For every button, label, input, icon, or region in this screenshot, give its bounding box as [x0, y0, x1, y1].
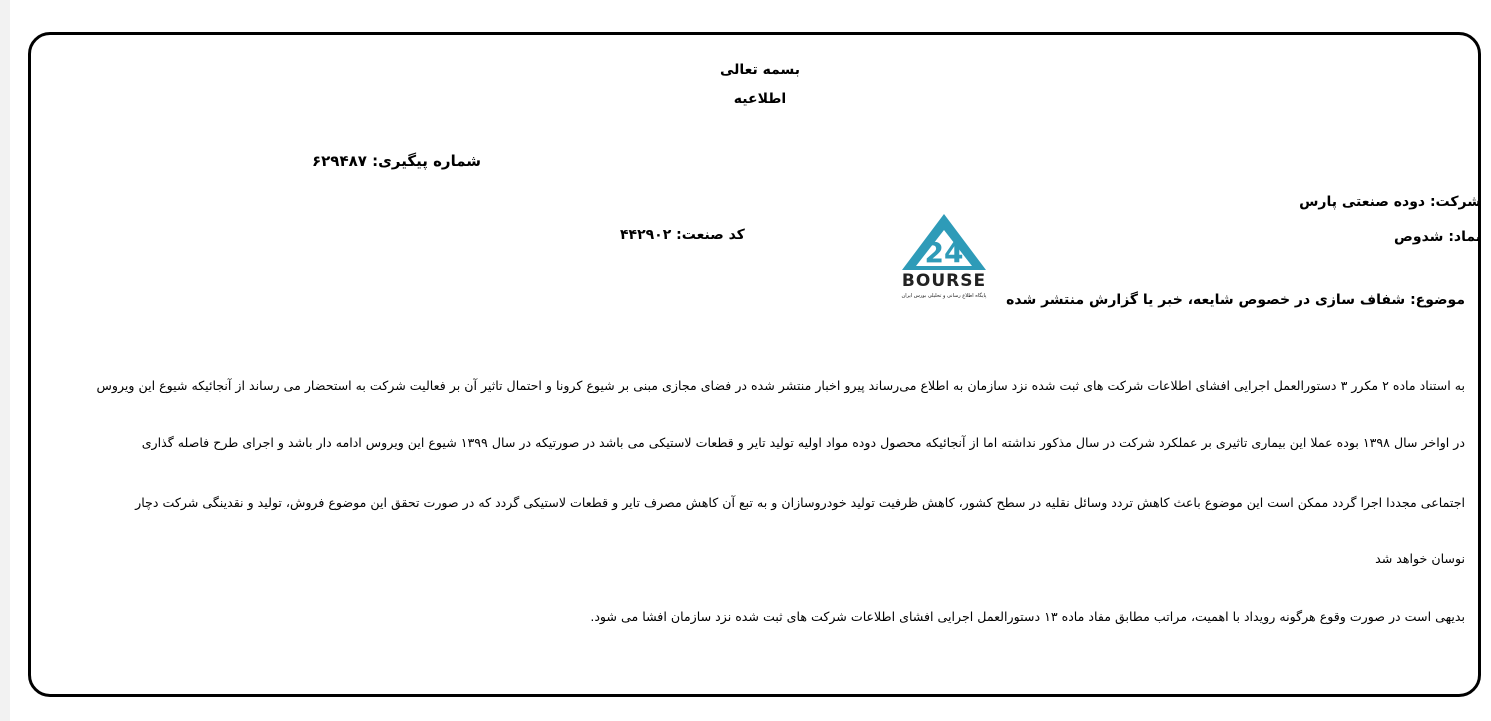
symbol-value: شدوص: [1394, 229, 1444, 245]
body-line-3: اجتماعی مجددا اجرا گردد ممکن است این موضوع باعث کاهش تردد وسائل نقلیه در سطح کشور، کاهش ظرفیت تولید خودروسازان و به تبع آن کاهش مصرف تایر و قطعات لاستیکی گردد که در صورت تحقق این موضوع فروش، تولید و نقدینگی شرکت دچار: [135, 495, 1465, 510]
announcement-title: اطلاعیه: [733, 91, 787, 107]
body-line-4: نوسان خواهد شد: [1375, 551, 1465, 566]
announcement-frame: [28, 32, 1481, 697]
subject-label: موضوع:: [1410, 292, 1465, 308]
left-margin-strip: [0, 0, 10, 721]
tracking-number: [312, 152, 481, 170]
closing-paragraph: بدیهی است در صورت وقوع هرگونه رویداد با اهمیت، مراتب مطابق مفاد ماده ۱۳ دستورالعمل اجرایی افشای اطلاعات شرکت های ثبت شده نزد سازمان افشا می شود.: [590, 609, 1465, 624]
subject-field: [1006, 292, 1465, 308]
industry-code-label: کد صنعت:: [676, 227, 745, 243]
company-value: دوده صنعتی پارس: [1299, 194, 1426, 210]
logo-tagline: پایگاه اطلاع رسانی و تحلیلی بورس ایران: [901, 293, 987, 299]
company-label: شرکت:: [1429, 194, 1481, 210]
symbol-label: نماد:: [1448, 229, 1481, 245]
tracking-number-value: ۶۲۹۴۸۷: [312, 152, 367, 170]
logo-number: 24: [924, 236, 964, 269]
body-line-2: در اواخر سال ۱۳۹۸ بوده عملا این بیماری تاثیری بر عملکرد شرکت در سال مذکور نداشته اما از آنجائیکه محصول دوده مواد اولیه تولید تایر و قطعات لاستیکی می باشد در صورتیکه در سال ۱۳۹۹ شیوع این ویروس ادامه دار باشد و اجرای طرح فاصله گذاری: [141, 435, 1465, 450]
symbol-field: [1394, 229, 1481, 245]
logo-wordmark: BOURSE: [901, 271, 987, 291]
invocation-heading: بسمه تعالی: [719, 62, 801, 78]
company-field: [1299, 194, 1481, 210]
subject-value: شفاف سازی در خصوص شایعه، خبر یا گزارش منتشر شده: [1006, 292, 1406, 308]
bourse24-logo-graphic: [886, 196, 1002, 308]
tracking-number-label: شماره پیگیری:: [372, 152, 482, 170]
industry-code-value: ۴۴۲۹۰۲: [620, 227, 672, 243]
industry-code-field: [620, 227, 745, 243]
body-line-1: به استناد ماده ۲ مکرر ۳ دستورالعمل اجرایی افشای اطلاعات شرکت های ثبت شده نزد سازمان به اطلاع می‌رساند پیرو اخبار منتشر شده در فضای مجازی مبنی بر شیوع کرونا و احتمال تاثیر آن بر فعالیت شرکت به استحضار می رساند از آنجائیکه شیوع این ویروس: [96, 378, 1465, 393]
bourse24-logo: [886, 196, 1002, 308]
